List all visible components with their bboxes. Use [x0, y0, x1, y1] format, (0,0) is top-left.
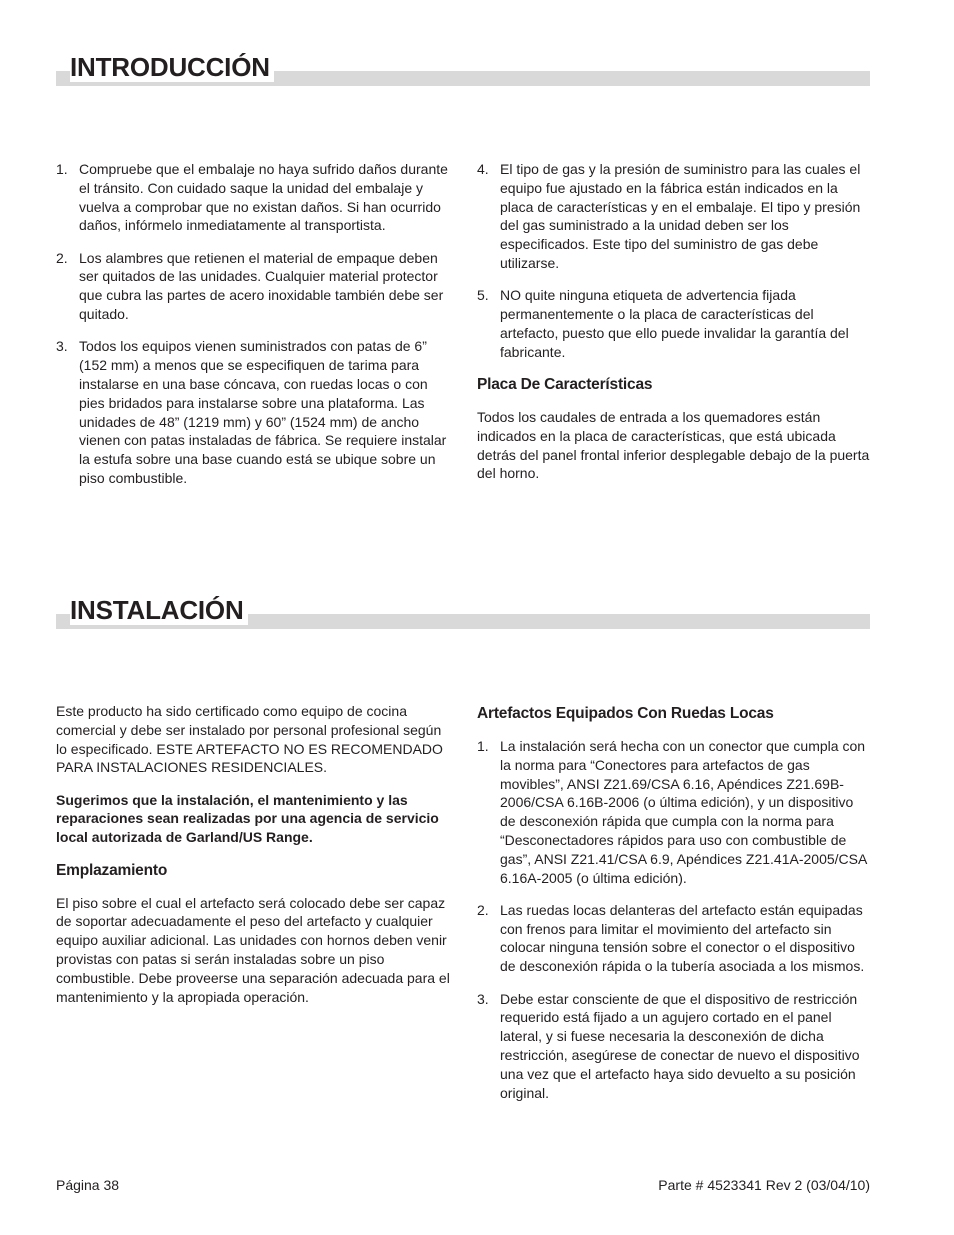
instalacion-left-column [56, 702, 450, 1020]
list-text: El tipo de gas y la presión de suministro para las cuales el equipo fue ajustado en la fábrica están indicados en la placa de características y en el embalaje. El tipo y presión del gas suministrado a la unidad deben ser los especificados. Este tipo del suministro de gas debe utilizarse. [500, 161, 861, 271]
list-item [477, 160, 871, 273]
instalacion-note: Sugerimos que la instalación, el mantenimiento y las reparaciones sean realizadas por una agencia de servicio local autorizada de Garland/US Range. [56, 791, 439, 846]
list-number: 3. [477, 990, 489, 1007]
section-header-introduccion [56, 46, 870, 86]
list-number: 2. [477, 901, 489, 918]
list-text: La instalación será hecha con un conector que cumpla con la norma para “Conectores para artefactos de gas movibles”, ANSI Z21.69/CSA 6.16, Apéndices Z21.69B-2006/CSA 6.16B-2006 (o última edición), y un dispositivo de desconexión rápida que cumpla con la norma para “Desconectadores rápidos para uso con combustible de gas”, ANSI Z21.41/CSA 6.9, Apéndices Z21.41A-2005/CSA 6.16A-2005 (o última edición). [500, 738, 867, 886]
list-number: 1. [56, 161, 68, 177]
list-text: Todos los equipos vienen suministrados con patas de 6” (152 mm) a menos que se especifiquen de tarima para instalarse en una base cóncava, con ruedas locas o con pies bridados para instalarse sobre una plataforma. Las unidades de 48” (1219 mm) y 60” (1524 mm) de ancho vienen con patas instaladas de fábrica. Se requiere instalar la estufa sobre una base cuando está se ubique sobre un piso combustible. [79, 338, 447, 486]
list-text: Los alambres que retienen el material de empaque deben ser quitados de las unidades. Cualquier material protector que cubra las partes de acero inoxidable también debe ser quitado. [79, 249, 444, 323]
section-title-introduccion: INTRODUCCIÓN [70, 52, 274, 82]
list-item [56, 337, 450, 487]
emplazamiento-text: El piso sobre el cual el artefacto será colocado debe ser capaz de soportar adecuadamente el peso del artefacto y cualquier equipo auxiliar adicional. Las unidades con hornos deben venir provistas con patas si serán instaladas sobre un piso combustible. Debe proveerse una separación adecuada para el mantenimiento y la apropiada operación. [56, 894, 450, 1005]
list-number: 3. [56, 338, 68, 355]
list-text: NO quite ninguna etiqueta de advertencia fijada permanentemente o la placa de características del artefacto, puesto que ello puede invalidar la garantía del fabricante. [500, 287, 849, 360]
intro-list-right [477, 160, 871, 361]
page-number: Página 38 [56, 1177, 120, 1193]
part-number: Parte # 4523341 Rev 2 (03/04/10) [658, 1177, 870, 1193]
intro-list-left [56, 160, 450, 488]
list-number: 4. [477, 161, 489, 177]
list-item [477, 737, 871, 887]
instalacion-right-column [477, 704, 871, 1116]
section-title-instalacion: INSTALACIÓN [70, 595, 248, 625]
ruedas-list [477, 737, 871, 1102]
placa-text: Todos los caudales de entrada a los quemadores están indicados en la placa de características, que está ubicada detrás del panel frontal inferior desplegable debajo de la puerta del horno. [477, 408, 870, 482]
list-number: 1. [477, 738, 489, 754]
list-number: 5. [477, 287, 489, 304]
list-item [56, 160, 450, 235]
list-item [56, 249, 450, 324]
intro-right-column [477, 160, 871, 497]
list-item [477, 990, 871, 1103]
section-header-instalacion [56, 589, 870, 629]
list-text: Compruebe que el embalaje no haya sufrido daños durante el tránsito. Con cuidado saque la unidad del embalaje y vuelva a comprobar que no existan daños. Si han ocurrido daños, infórmelo inmediatamente al transportista. [79, 161, 448, 234]
emplazamiento-heading: Emplazamiento [56, 861, 168, 879]
instalacion-intro: Este producto ha sido certificado como equipo de cocina comercial y debe ser instalado por personal profesional según lo especificado. ESTE ARTEFACTO NO ES RECOMENDADO PARA INSTALACIONES RESIDENCIALES. [56, 703, 443, 776]
placa-heading: Placa De Características [477, 375, 653, 393]
list-item [477, 901, 871, 976]
list-text: Debe estar consciente de que el dispositivo de restricción requerido está fijado a un agujero cortado en el panel lateral, y si fuese necesaria la desconexión de dicha restricción, asegúrese de conectar de nuevo el dispositivo una vez que el artefacto haya sido devuelto a su posición original. [500, 990, 860, 1101]
list-number: 2. [56, 249, 68, 266]
ruedas-heading: Artefactos Equipados Con Ruedas Locas [477, 705, 774, 722]
intro-left-column [56, 160, 450, 501]
list-text: Las ruedas locas delanteras del artefacto están equipadas con frenos para limitar el movimiento del artefacto sin colocar ninguna tensión sobre el conector o el dispositivo de desconexión rápida o la tubería asociada a los mismos. [500, 901, 865, 975]
list-item [477, 286, 871, 361]
